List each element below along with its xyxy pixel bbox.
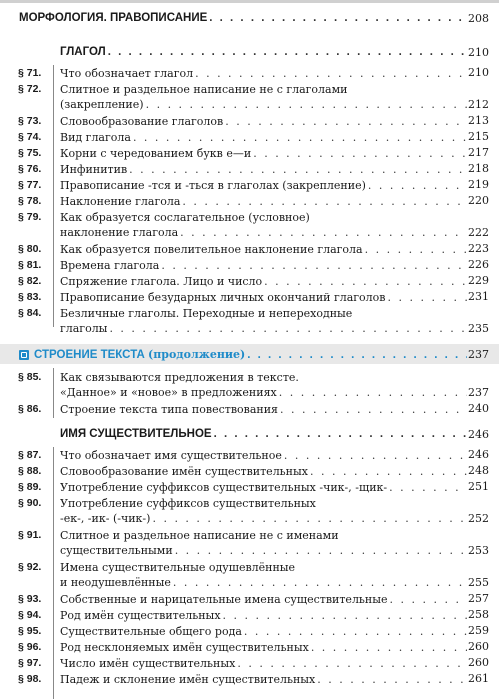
dot-leader xyxy=(390,592,467,607)
entry-title-line1 xyxy=(60,402,467,417)
entry-page: 237 xyxy=(468,386,489,399)
entry-title-line1-text: Число имён существительных xyxy=(60,657,236,670)
entry-title xyxy=(60,448,467,463)
entry-title-line1 xyxy=(60,464,467,479)
entry-title-line1 xyxy=(60,480,467,495)
entry-page: 252 xyxy=(468,512,489,525)
dot-leader xyxy=(109,321,467,336)
entry-title-line1 xyxy=(60,592,467,607)
toc-entry xyxy=(0,66,499,82)
toc-entry xyxy=(0,608,499,624)
entry-number: § 77. xyxy=(18,179,42,191)
toc-entry xyxy=(0,656,499,672)
entry-title xyxy=(60,608,467,623)
entry-title-line1: Как связываются предложения в тексте. xyxy=(60,371,299,384)
entry-title xyxy=(60,592,467,607)
entry-title-line1 xyxy=(60,608,467,623)
toc-entry xyxy=(0,146,499,162)
section-glagol-page: 210 xyxy=(468,46,489,59)
entry-number: § 94. xyxy=(18,609,42,621)
entry-title-line1-text: Род несклоняемых имён существительных xyxy=(60,641,309,654)
entry-title-line1 xyxy=(60,274,467,289)
entry-title-line1 xyxy=(60,640,467,655)
entry-title-line1-text: Спряжение глагола. Лицо и число xyxy=(60,275,263,288)
entry-title-line1: Как образуется сослагательное (условное) xyxy=(60,211,310,224)
entry-title xyxy=(60,130,467,145)
chapter-heading-text: МОРФОЛОГИЯ. ПРАВОПИСАНИЕ xyxy=(19,12,208,24)
entry-number: § 92. xyxy=(18,561,42,573)
entry-number: § 79. xyxy=(18,211,42,223)
entry-title xyxy=(60,290,467,305)
entry-title-line1-text: Собственные и нарицательные имена существительные xyxy=(60,593,388,606)
dot-leader xyxy=(173,575,467,590)
entry-title-line1-text: Что обозначает глагол xyxy=(60,67,194,80)
entry-title-line2-text: -ек-, -ик- (-чик-) xyxy=(60,512,151,525)
entry-page: 257 xyxy=(468,592,489,605)
entry-number: § 81. xyxy=(18,259,42,271)
top-divider xyxy=(0,0,499,3)
dot-leader xyxy=(152,511,467,526)
dot-leader xyxy=(223,608,467,623)
entry-title-line1 xyxy=(60,162,467,177)
dot-leader xyxy=(264,274,467,289)
dot-leader xyxy=(244,624,467,639)
entry-number: § 82. xyxy=(18,275,42,287)
toc-entry xyxy=(0,242,499,258)
dot-leader xyxy=(311,640,467,655)
section-stroenie-suffix: (продолжение) xyxy=(148,348,246,361)
toc-entry xyxy=(0,114,499,130)
entry-title-line1: Слитное и раздельное написание не с именами xyxy=(60,529,339,542)
chapter-heading-title xyxy=(19,11,467,26)
entry-title-line1 xyxy=(60,178,467,193)
entry-title-line1: Безличные глаголы. Переходные и непереходные xyxy=(60,307,353,320)
entry-title xyxy=(60,402,467,417)
entry-number: § 88. xyxy=(18,465,42,477)
entry-page: 240 xyxy=(468,402,489,415)
entry-title xyxy=(60,672,467,687)
entry-title xyxy=(60,274,467,289)
entry-title-line1-text: Как образуется повелительное наклонение глагола xyxy=(60,243,363,256)
toc-entry xyxy=(0,528,499,560)
section-imya-text: ИМЯ СУЩЕСТВИТЕЛЬНОЕ xyxy=(60,428,212,440)
entry-number: § 76. xyxy=(18,163,42,175)
entry-number: § 87. xyxy=(18,449,42,461)
entry-title xyxy=(60,258,467,273)
entry-number: § 84. xyxy=(18,307,42,319)
entry-page: 215 xyxy=(468,130,489,143)
entry-page: 253 xyxy=(468,544,489,557)
entry-title-line1-text: Правописание -тся и -ться в глаголах (закрепление) xyxy=(60,179,366,192)
entry-title-line1-text: Что обозначает имя существительное xyxy=(60,449,282,462)
entry-title-line2 xyxy=(60,321,467,336)
entry-title-line1: Имена существительные одушевлённые xyxy=(60,561,296,574)
entry-page: 231 xyxy=(468,290,489,303)
entry-title-line1 xyxy=(60,146,467,161)
entry-title-line1-text: Времена глагола xyxy=(60,259,160,272)
dot-leader xyxy=(280,402,467,417)
entry-title xyxy=(60,464,467,479)
toc-entry xyxy=(0,178,499,194)
toc-entry xyxy=(0,624,499,640)
entry-page: 229 xyxy=(468,274,489,287)
entry-number: § 80. xyxy=(18,243,42,255)
entry-page: 217 xyxy=(468,146,489,159)
entry-title-line2 xyxy=(60,97,467,112)
entry-title-line2 xyxy=(60,385,467,400)
entry-page: 260 xyxy=(468,656,489,669)
entry-title-line1 xyxy=(60,672,467,687)
entry-title xyxy=(60,640,467,655)
dot-leader xyxy=(365,242,467,257)
entry-number: § 93. xyxy=(18,593,42,605)
entry-page: 222 xyxy=(468,226,489,239)
entry-title-line2 xyxy=(60,543,467,558)
dot-leader xyxy=(389,480,467,495)
entry-page: 261 xyxy=(468,672,489,685)
section-stroenie-text: СТРОЕНИЕ ТЕКСТА xyxy=(34,349,145,361)
dot-leader xyxy=(225,114,467,129)
entry-number: § 96. xyxy=(18,641,42,653)
dot-leader xyxy=(253,146,467,161)
dot-leader xyxy=(129,162,467,177)
entry-title-line1 xyxy=(60,66,467,81)
entry-page: 258 xyxy=(468,608,489,621)
entry-title-line1-text: Строение текста типа повествования xyxy=(60,403,278,416)
entry-number: § 83. xyxy=(18,291,42,303)
entry-title xyxy=(60,624,467,639)
entry-title xyxy=(60,162,467,177)
entry-page: 259 xyxy=(468,624,489,637)
section-glagol-heading xyxy=(0,45,499,61)
entry-title-line1-text: Существительные общего рода xyxy=(60,625,242,638)
toc-entry xyxy=(0,194,499,210)
chapter-heading-page: 208 xyxy=(468,12,489,25)
toc-entry xyxy=(0,290,499,306)
entry-title-line2-text: существительными xyxy=(60,544,173,557)
entry-page: 220 xyxy=(468,194,489,207)
toc-entry xyxy=(0,640,499,656)
entry-title xyxy=(60,194,467,209)
chapter-heading xyxy=(0,11,499,27)
entry-title-line1-text: Род имён существительных xyxy=(60,609,221,622)
dot-leader xyxy=(180,225,467,240)
entry-title xyxy=(60,146,467,161)
entry-title-line1 xyxy=(60,242,467,257)
dot-leader xyxy=(175,543,467,558)
entry-number: § 91. xyxy=(18,529,42,541)
entry-title-line1-text: Вид глагола xyxy=(60,131,131,144)
entry-title-line1 xyxy=(60,624,467,639)
entry-page: 260 xyxy=(468,640,489,653)
entry-title-line1-text: Правописание безударных личных окончаний глаголов xyxy=(60,291,386,304)
entry-number: § 85. xyxy=(18,371,42,383)
entry-title-line2-text: глаголы xyxy=(60,322,108,335)
entry-number: § 97. xyxy=(18,657,42,669)
entry-title-line1: Слитное и раздельное написание не с глаголами xyxy=(60,83,348,96)
entry-number: § 78. xyxy=(18,195,42,207)
entry-page: 213 xyxy=(468,114,489,127)
entry-title-line1-text: Корни с чередованием букв е—и xyxy=(60,147,252,160)
section-glagol-title xyxy=(60,45,467,60)
dot-leader xyxy=(133,130,467,145)
entry-title-line2 xyxy=(60,225,467,240)
toc-entry xyxy=(0,82,499,114)
entry-page: 210 xyxy=(468,66,489,79)
entry-title-line1 xyxy=(60,656,467,671)
entry-title xyxy=(60,480,467,495)
entry-page: 212 xyxy=(468,98,489,111)
entry-title xyxy=(60,560,467,590)
toc-entry xyxy=(0,464,499,480)
entry-number: § 72. xyxy=(18,83,42,95)
toc-entry xyxy=(0,306,499,338)
entry-page: 255 xyxy=(468,576,489,589)
dot-leader xyxy=(161,258,467,273)
entry-number: § 89. xyxy=(18,481,42,493)
entry-title xyxy=(60,242,467,257)
entry-page: 246 xyxy=(468,448,489,461)
entry-title-line1 xyxy=(60,130,467,145)
dot-leader xyxy=(368,178,467,193)
entry-title xyxy=(60,370,467,400)
document-icon xyxy=(19,350,29,360)
entry-title-line1-text: Падеж и склонение имён существительных xyxy=(60,673,316,686)
toc-entry xyxy=(0,592,499,608)
entry-title-line1-text: Словообразование имён существительных xyxy=(60,465,308,478)
entry-page: 251 xyxy=(468,480,489,493)
toc-entry xyxy=(0,480,499,496)
dot-leader xyxy=(387,290,467,305)
dot-leader xyxy=(310,464,467,479)
entry-title xyxy=(60,210,467,240)
dot-leader xyxy=(182,194,467,209)
entry-title-line2-text: «Данное» и «новое» в предложениях xyxy=(60,386,277,399)
toc-entry xyxy=(0,672,499,688)
entry-title-line1: Употребление суффиксов существительных xyxy=(60,497,316,510)
entry-page: 248 xyxy=(468,464,489,477)
section-stroenie-title xyxy=(34,347,467,363)
entry-page: 226 xyxy=(468,258,489,271)
toc-entry xyxy=(0,258,499,274)
entry-title xyxy=(60,114,467,129)
entry-title-line2 xyxy=(60,511,467,526)
entry-number: § 74. xyxy=(18,131,42,143)
toc-entry xyxy=(0,274,499,290)
entry-title xyxy=(60,82,467,112)
entry-title-line1 xyxy=(60,448,467,463)
toc-entry xyxy=(0,162,499,178)
entry-title-line1 xyxy=(60,194,467,209)
entry-title-line1-text: Употребление суффиксов существительных -чик-, -щик- xyxy=(60,481,388,494)
entry-title-line2-text: наклонение глагола xyxy=(60,226,179,239)
dot-leader xyxy=(284,448,467,463)
section-stroenie-page: 237 xyxy=(468,348,489,361)
entry-page: 235 xyxy=(468,322,489,335)
entry-title-line2 xyxy=(60,575,467,590)
entry-title-line1 xyxy=(60,290,467,305)
entry-title xyxy=(60,178,467,193)
toc-entry xyxy=(0,448,499,464)
toc-entry xyxy=(0,130,499,146)
toc-entry xyxy=(0,560,499,592)
entry-title-line1-text: Наклонение глагола xyxy=(60,195,181,208)
entry-number: § 95. xyxy=(18,625,42,637)
section-imya-title xyxy=(60,427,467,442)
toc-entry xyxy=(0,370,499,402)
entry-title xyxy=(60,66,467,81)
section-imya-heading xyxy=(0,427,499,443)
entry-title-line1 xyxy=(60,258,467,273)
entry-title-line1-text: Инфинитив xyxy=(60,163,128,176)
entry-page: 219 xyxy=(468,178,489,191)
entry-title-line2-text: (закрепление) xyxy=(60,98,144,111)
entry-title xyxy=(60,306,467,336)
entry-title-line1 xyxy=(60,114,467,129)
entry-number: § 71. xyxy=(18,67,42,79)
entry-number: § 73. xyxy=(18,115,42,127)
toc-entry xyxy=(0,210,499,242)
toc-entry xyxy=(0,496,499,528)
entry-number: § 75. xyxy=(18,147,42,159)
entry-page: 218 xyxy=(468,162,489,175)
toc-entry xyxy=(0,402,499,418)
entry-number: § 86. xyxy=(18,403,42,415)
dot-leader xyxy=(279,385,467,400)
entry-title xyxy=(60,528,467,558)
section-glagol-text: ГЛАГОЛ xyxy=(60,46,106,58)
entry-number: § 90. xyxy=(18,497,42,509)
entry-title-line1-text: Словообразование глаголов xyxy=(60,115,224,128)
entry-title xyxy=(60,496,467,526)
dot-leader xyxy=(237,656,467,671)
entry-page: 223 xyxy=(468,242,489,255)
entry-title xyxy=(60,656,467,671)
entry-title-line2-text: и неодушевлённые xyxy=(60,576,171,589)
dot-leader xyxy=(317,672,467,687)
dot-leader xyxy=(146,97,467,112)
section-imya-page: 246 xyxy=(468,428,489,441)
section-stroenie-heading xyxy=(0,347,499,363)
entry-number: § 98. xyxy=(18,673,42,685)
dot-leader xyxy=(195,66,467,81)
